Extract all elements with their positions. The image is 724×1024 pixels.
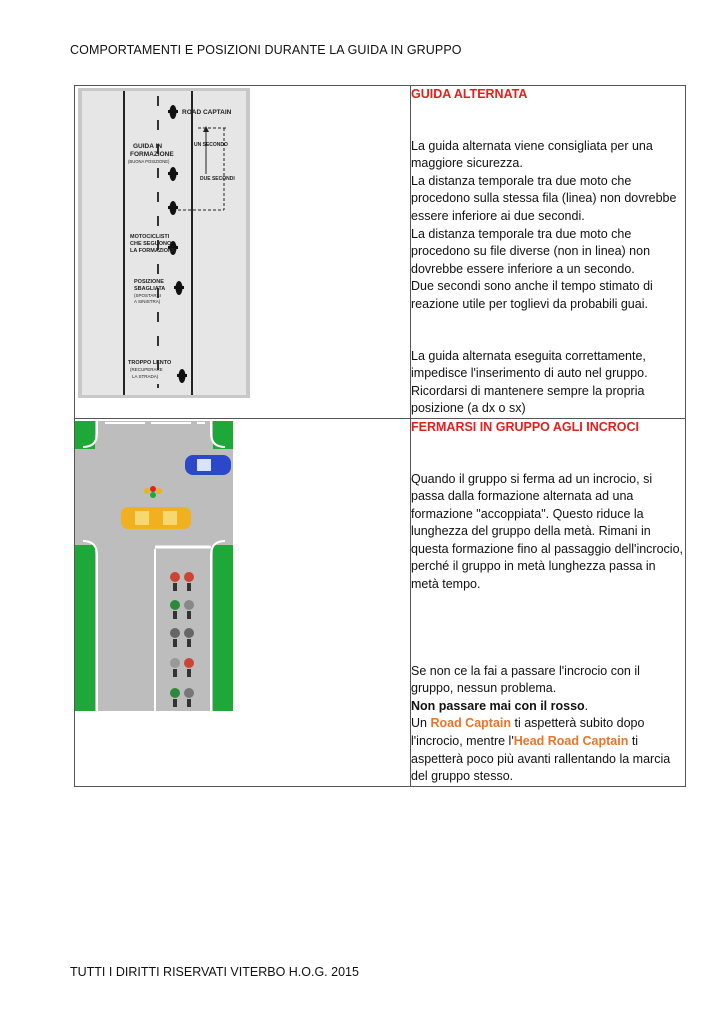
paragraph: La guida alternata viene consigliata per una maggiore sicurezza. — [411, 138, 653, 171]
diagram-label: GUIDA IN — [133, 143, 163, 150]
diagram-label: MOTOCICLISTI — [130, 234, 170, 240]
content-table — [74, 85, 686, 787]
diagram-label: (BUONA POSIZIONE) — [128, 159, 170, 164]
fermarsi-incroci-text — [411, 418, 686, 786]
diagram-label: SBAGLIATA — [134, 286, 166, 292]
page-footer: TUTTI I DIRITTI RISERVATI VITERBO H.O.G. 2015 — [70, 965, 359, 979]
yellow-taxi-icon — [121, 507, 191, 529]
diagram-label: TROPPO LENTO — [128, 360, 172, 366]
punctuation: . — [584, 698, 589, 713]
formation-diagram — [78, 88, 250, 398]
page-header: COMPORTAMENTI E POSIZIONI DURANTE LA GUIDA IN GRUPPO — [70, 43, 462, 57]
diagram-label: (SPOSTARSI — [134, 293, 161, 298]
text-span: ti aspetterà poco più avanti rallentando la marcia del gruppo stesso. — [411, 734, 671, 784]
road-captain-label: ROAD CAPTAIN — [182, 109, 232, 116]
diagram-label: A SINISTRA) — [134, 299, 161, 304]
diagram-label: UN SECONDO — [194, 142, 228, 148]
table-row — [75, 418, 686, 786]
road-captain-term: Road Captain — [430, 716, 512, 731]
intersection-diagram — [75, 421, 233, 711]
section-title: GUIDA ALTERNATA — [411, 87, 528, 101]
bold-warning: Non passare mai con il rosso — [411, 698, 585, 713]
diagram-label: LA STRADA) — [132, 374, 159, 379]
diagram-label: DUE SECONDI — [200, 176, 235, 182]
blue-car-icon — [185, 455, 231, 475]
section-title: FERMARSI IN GRUPPO AGLI INCROCI — [411, 419, 640, 434]
paragraph — [411, 715, 685, 785]
diagram-label: (RECUPERARE — [130, 367, 163, 372]
head-road-captain-term: Head Road Captain — [513, 734, 629, 749]
intersection-diagram-cell — [75, 418, 411, 786]
text-span: ti aspetterà subito dopo l'incrocio, mentre l' — [411, 716, 645, 749]
diagram-label: LA FORMAZIONE — [130, 248, 176, 254]
formation-diagram-cell — [75, 86, 411, 419]
paragraph: Quando il gruppo si ferma ad un incrocio, si passa dalla formazione alternata ad una formazione "accoppiata". Questo riduce la lunghezza del gruppo della metà. Rimani in questa formazione fino al passaggio dell'incrocio, perché il gruppo in metà lunghezza passa in metà tempo. — [411, 471, 683, 592]
paragraph: Due secondi sono anche il tempo stimato di reazione utile per toglievi da probabili guai. — [411, 279, 653, 311]
table-row — [75, 86, 686, 419]
text-span: Un — [411, 716, 431, 731]
diagram-label: FORMAZIONE — [130, 151, 174, 158]
paragraph: Se non ce la fai a passare l'incrocio con il gruppo, nessun problema. — [411, 663, 640, 696]
paragraph: La distanza temporale tra due moto che procedono sulla stessa fila (linea) non dovrebbe essere inferiore ai due secondi. — [411, 173, 677, 223]
diagram-label: CHE SEGUONO — [130, 241, 172, 247]
diagram-label: POSIZIONE — [134, 279, 164, 285]
paragraph: La guida alternata eseguita correttamente, impedisce l'inserimento di auto nel gruppo. Ricordarsi di mantenere sempre la propria posizione (a dx o sx) — [411, 348, 648, 416]
paragraph: La distanza temporale tra due moto che procedono su file diverse (non in linea) non dovrebbe essere inferiore a un secondo. — [411, 226, 651, 276]
paragraph — [411, 698, 685, 716]
guida-alternata-text — [411, 86, 686, 419]
